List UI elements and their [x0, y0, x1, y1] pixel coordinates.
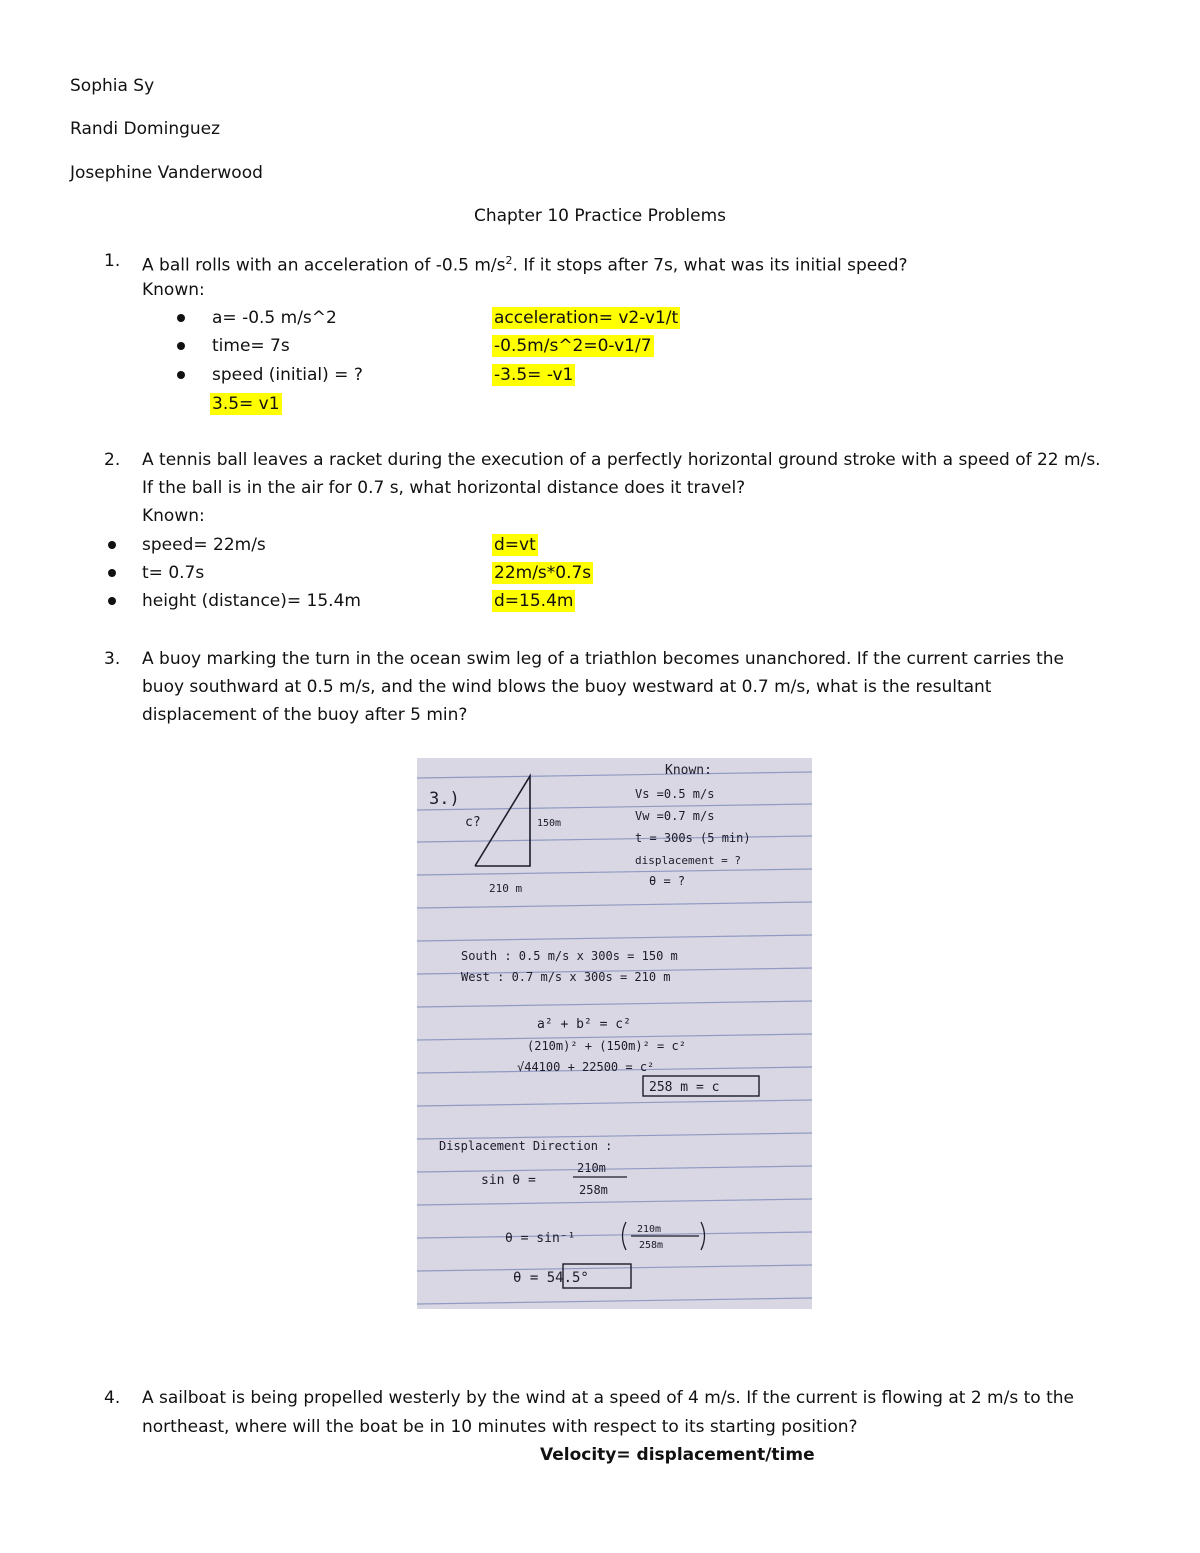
work-step: -0.5m/s^2=0-v1/7 [494, 336, 652, 356]
hw-result-box: 258 m = c [649, 1080, 720, 1095]
hw-known-title: Known: [665, 763, 712, 778]
hw-final-angle: θ = 54.5° [513, 1270, 589, 1286]
problem-question: A tennis ball leaves a racket during the execution of a perfectly horizontal ground stroke with a speed of 22 m/s. [142, 450, 1101, 470]
bullet-icon [177, 342, 185, 350]
hw-south: South : 0.5 m/s x 300s = 150 m [461, 949, 678, 963]
handwritten-work-photo [417, 758, 812, 1309]
author-name: Sophia Sy [70, 76, 155, 96]
hw-known-item: displacement = ? [635, 854, 741, 867]
problem-question: If the ball is in the air for 0.7 s, what horizontal distance does it travel? [142, 478, 746, 498]
known-item: height (distance)= 15.4m [142, 591, 361, 611]
work-step: d=15.4m [494, 591, 574, 611]
hw-theta-equation: θ = sin⁻¹ [505, 1231, 576, 1246]
problem-number: 1. [104, 251, 121, 271]
hw-equation: √44100 + 22500 = c² [517, 1060, 655, 1074]
problem-number: 4. [104, 1388, 121, 1408]
work-step: d=vt [494, 535, 536, 555]
known-label: Known: [142, 506, 205, 526]
hw-west: West : 0.7 m/s x 300s = 210 m [461, 970, 671, 984]
hw-known-item: t = 300s (5 min) [635, 831, 751, 845]
problem-number: 3. [104, 649, 121, 669]
known-item: speed= 22m/s [142, 535, 266, 555]
problem-question: A sailboat is being propelled westerly by the wind at a speed of 4 m/s. If the current is flowing at 2 m/s to the [142, 1388, 1074, 1408]
answer-highlight: 3.5= v1 [212, 394, 280, 414]
known-item: t= 0.7s [142, 563, 205, 583]
known-item: time= 7s [212, 336, 290, 356]
bullet-icon [108, 597, 116, 605]
work-step: -3.5= -v1 [494, 365, 574, 385]
page-title: Chapter 10 Practice Problems [473, 206, 727, 226]
bullet-icon [177, 314, 185, 322]
hw-hypotenuse: c? [465, 815, 481, 830]
hw-equation: (210m)² + (150m)² = c² [527, 1039, 686, 1053]
author-name: Josephine Vanderwood [70, 163, 263, 183]
hw-fraction: 258m [639, 1240, 664, 1251]
triangle-diagram [475, 776, 530, 866]
problem-question: A ball rolls with an acceleration of -0.5 $m/s^2$. If it stops after 7s, what was its initial speed? [142, 254, 908, 276]
hw-sin-equation: sin θ = [481, 1173, 536, 1188]
problem-question: northeast, where will the boat be in 10 minutes with respect to its starting position? [142, 1417, 858, 1437]
known-item: speed (initial) = ? [212, 365, 363, 385]
problem-question: displacement of the buoy after 5 min? [142, 705, 468, 725]
hw-fraction: 210m [577, 1161, 606, 1175]
bullet-icon [177, 371, 185, 379]
hw-fraction: 210m [637, 1224, 662, 1235]
problem-number: 2. [104, 450, 121, 470]
hw-known-item: Vw =0.7 m/s [635, 809, 715, 823]
work-step: acceleration= v2-v1/t [494, 308, 679, 328]
hw-fraction: 258m [579, 1183, 608, 1197]
formula: Velocity= displacement/time [540, 1445, 815, 1465]
hw-side: 150m [537, 818, 562, 829]
hw-direction-title: Displacement Direction : [439, 1139, 613, 1153]
notebook-page [417, 758, 812, 1309]
author-name: Randi Dominguez [70, 119, 221, 139]
hw-known-item: θ = ? [649, 874, 686, 888]
hw-equation: a² + b² = c² [537, 1017, 631, 1032]
work-step: 22m/s*0.7s [494, 563, 592, 583]
bullet-icon [108, 541, 116, 549]
hw-known-item: Vs =0.5 m/s [635, 787, 715, 801]
known-item: a= -0.5 m/s^2 [212, 308, 337, 328]
problem-question: buoy southward at 0.5 m/s, and the wind blows the buoy westward at 0.7 m/s, what is the resultant [142, 677, 992, 697]
hw-label: 3.) [429, 789, 460, 809]
known-label: Known: [142, 280, 205, 300]
bullet-icon [108, 569, 116, 577]
hw-base: 210 m [489, 882, 523, 895]
problem-question: A buoy marking the turn in the ocean swim leg of a triathlon becomes unanchored. If the current carries the [142, 649, 1064, 669]
